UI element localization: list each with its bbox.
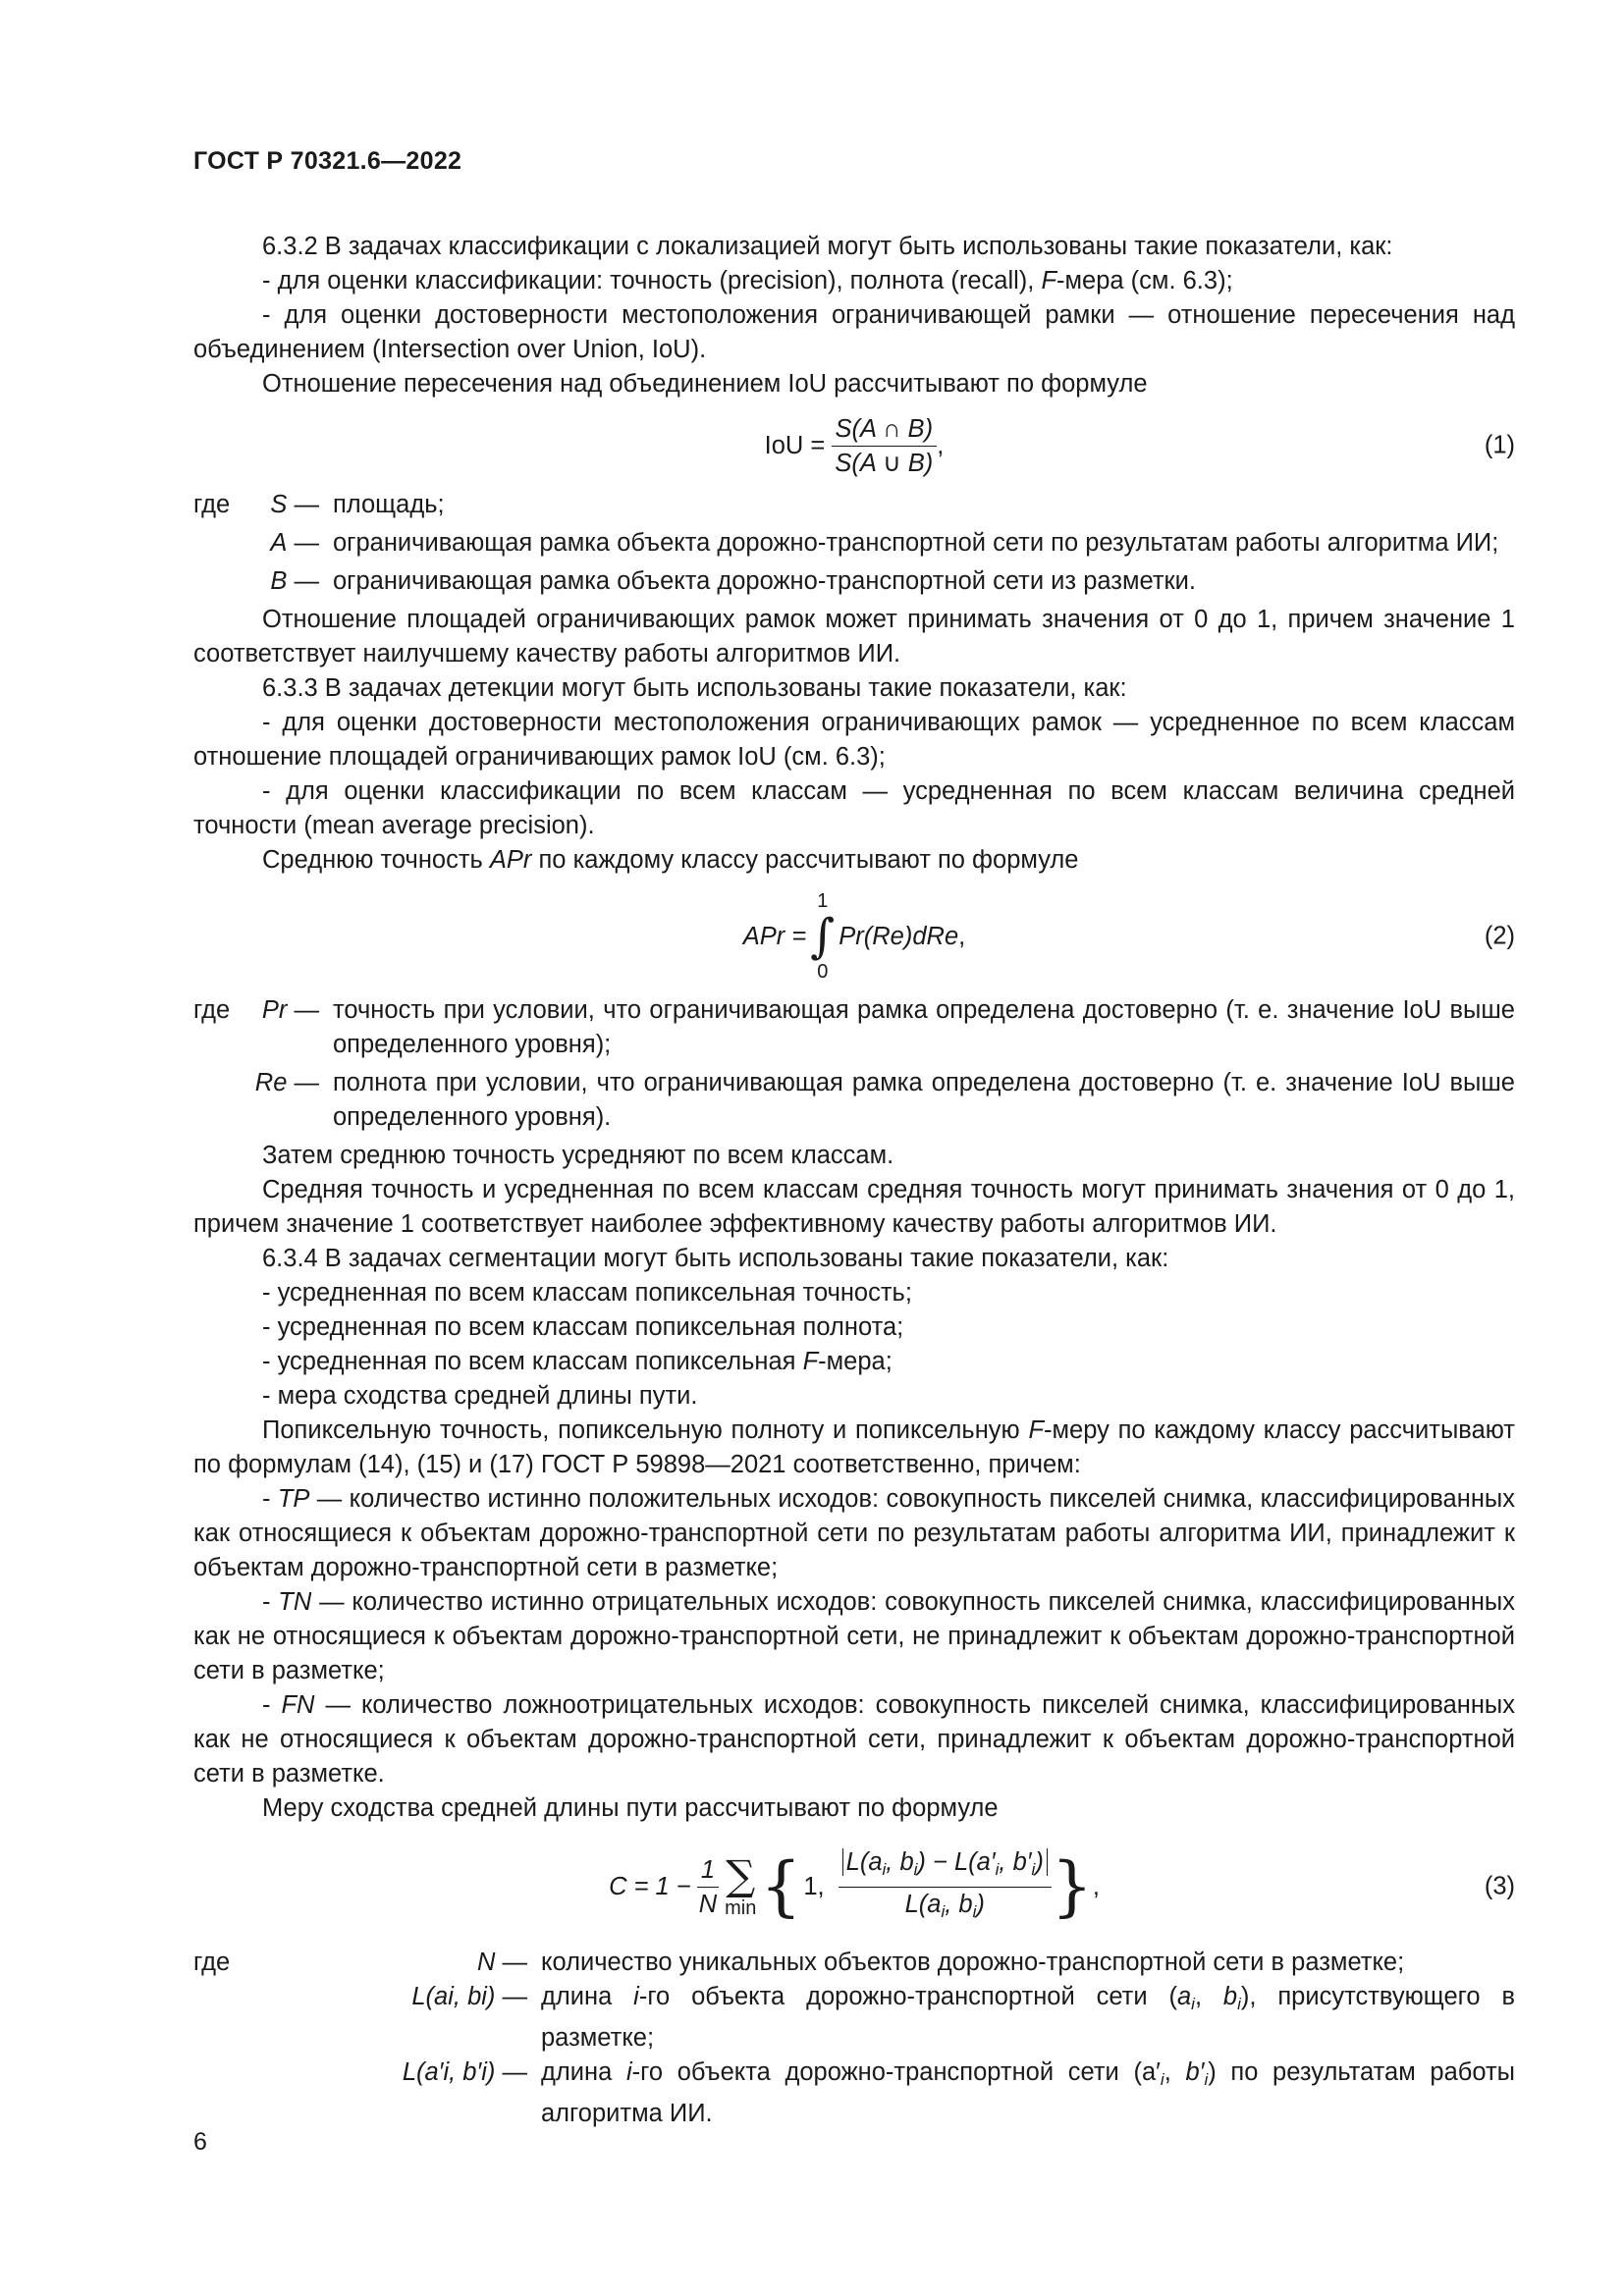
list-item: - TP — количество истинно положительных исходов: совокупность пикселей снимка, классифицированных как относящиеся к объектам дорожно-транспортной сети по результатам работы алгоритма ИИ, принадлежит к объектам дорожно-транспортной сети в разметке; <box>193 1485 1515 1581</box>
list-item: - для оценки достоверности местоположения ограничивающей рамки — отношение пересечения над объединением (Intersection over Union, IoU). <box>193 301 1515 363</box>
formula-fraction: $\frac{1}{N}$ <box>695 1853 721 1921</box>
page-content <box>193 230 1515 2131</box>
definition-term: A — <box>270 529 319 557</box>
formula-2 <box>193 887 1515 986</box>
list-item: - для оценки достоверности местоположения ограничивающих рамок — усредненное по всем классам отношение площадей ограничивающих рамок IoU (см. 6.3); <box>193 709 1515 771</box>
paragraph: Средняя точность и усредненная по всем классам средняя точность могут принимать значения от 0 до 1, причем значение 1 соответствует наиболее эффективному качеству работы алгоритмов ИИ. <box>193 1176 1515 1238</box>
sum-limit: min <box>725 1897 757 1919</box>
definition-term: где S — <box>193 491 319 518</box>
definition-text: ограничивающая рамка объекта дорожно-транспортной сети из разметки. <box>333 567 1196 595</box>
paragraph-6-3-3-intro: 6.3.3 В задачах детекции могут быть использованы такие показатели, как: <box>262 674 1127 702</box>
list-item: - для оценки классификации по всем классам — усредненная по всем классам величина средней точности (mean average precision). <box>193 777 1515 839</box>
formula-body: Pr(Re)dRe <box>839 922 959 950</box>
paragraph: Затем среднюю точность усредняют по всем классам. <box>262 1142 894 1169</box>
definition-list <box>193 1946 1515 2131</box>
integral-lower-limit: 0 <box>817 961 829 983</box>
left-brace: { <box>760 1848 802 1924</box>
formula-intro: Среднюю точность APr по каждому классу рассчитывают по формуле <box>262 846 1079 874</box>
definition-term: где N — <box>193 1949 527 1976</box>
integral-icon: ∫ <box>810 909 836 964</box>
formula-denominator: $L(a_i$, $b_i$) <box>904 1890 985 1921</box>
paragraph: Отношение площадей ограничивающих рамок может принимать значения от 0 до 1, причем значение 1 соответствует наилучшему качеству работы алгоритмов ИИ. <box>193 606 1515 667</box>
definition-term: где Pr — <box>193 996 319 1024</box>
formula-3 <box>193 1836 1515 1938</box>
definition-list <box>193 993 1515 1135</box>
list-item: - TN — количество истинно отрицательных исходов: совокупность пикселей снимка, классифицированных как не относящиеся к объектам дорожно-транспортной сети, не принадлежит к объектам дорожно-транспортной сети в разметке; <box>193 1588 1515 1684</box>
formula-number: (2) <box>1484 922 1515 950</box>
sum-operator <box>725 1851 757 1919</box>
definition-text: ограничивающая рамка объекта дорожно-транспортной сети по результатам работы алгоритма ИИ; <box>333 529 1499 557</box>
list-item: - усредненная по всем классам попиксельная полнота; <box>262 1313 904 1341</box>
formula-fraction <box>831 412 937 480</box>
definition-text: полнота при условии, что ограничивающая рамка определена достоверно (т. е. значение IoU выше определенного уровня). <box>333 1069 1515 1131</box>
formula-number: (3) <box>1484 1872 1515 1900</box>
formula-numerator: S(A ∩ B) <box>832 412 938 447</box>
document-header: ГОСТ Р 70321.6—2022 <box>193 147 462 175</box>
list-item: - для оценки классификации: точность (precision), полнота (recall), F-мера (см. 6.3); <box>262 267 1233 294</box>
formula-denominator: S(A ∪ B) <box>835 449 934 477</box>
sum-icon: ∑ <box>726 1851 756 1899</box>
formula-trail: , <box>958 922 966 950</box>
list-item: - мера сходства средней длины пути. <box>262 1382 698 1410</box>
formula-lhs: C = 1 − <box>609 1872 691 1900</box>
definition-term: B — <box>270 567 319 595</box>
integral-upper-limit: 1 <box>817 890 829 912</box>
formula-trail: , <box>937 431 945 459</box>
paragraph-6-3-2-intro: 6.3.2 В задачах классификации с локализацией могут быть использованы такие показатели, как: <box>262 233 1393 260</box>
integral-sign <box>810 889 835 984</box>
definition-text: точность при условии, что ограничивающая рамка определена достоверно (т. е. значение IoU выше определенного уровня); <box>333 996 1515 1058</box>
formula-lhs: IoU = <box>764 431 826 459</box>
definition-text: количество уникальных объектов дорожно-транспортной сети в разметке; <box>541 1949 1405 1976</box>
formula-number: (1) <box>1484 431 1515 459</box>
formula-intro: Меру сходства средней длины пути рассчитывают по формуле <box>262 1794 999 1822</box>
list-item: - FN — количество ложноотрицательных исходов: совокупность пикселей снимка, классифицированных как не относящиеся к объектам дорожно-транспортной сети, принадлежит к объектам дорожно-транспортной сети в разметке. <box>193 1691 1516 1788</box>
list-item: - усредненная по всем классам попиксельная точность; <box>262 1279 912 1307</box>
definition-term: Re — <box>254 1069 319 1096</box>
paragraph: Попиксельную точность, попиксельную полноту и попиксельную F-меру по каждому классу рассчитывают по формулам (14), (15) и (17) ГОСТ Р 59898—2021 соответственно, причем: <box>193 1416 1515 1478</box>
definition-text: площадь; <box>333 491 445 518</box>
formula-lhs: APr = <box>742 922 807 950</box>
right-brace: } <box>1051 1848 1093 1924</box>
paragraph-6-3-4-intro: 6.3.4 В задачах сегментации могут быть использованы такие показатели, как: <box>262 1245 1169 1272</box>
definition-term: L(ai, bi) — <box>411 1983 527 2010</box>
definition-text: длина i-го объекта дорожно-транспортной сети ($a_i$, $b_i$), присутствующего в разметке; <box>541 1983 1515 2052</box>
formula-trail: , <box>1092 1872 1100 1900</box>
formula-fraction <box>839 1845 1052 1929</box>
page-number: 6 <box>193 2128 207 2156</box>
formula-intro: Отношение пересечения над объединением IoU рассчитывают по формуле <box>262 370 1148 398</box>
definition-term: L(a′i, b′i) — <box>402 2058 527 2086</box>
formula-1 <box>193 411 1515 480</box>
list-item: - усредненная по всем классам попиксельная F-мера; <box>262 1348 893 1375</box>
formula-numerator: $L(a_i$, $b_i) - L(a'_i$, $b'_i$) <box>839 1845 1052 1888</box>
definition-text: длина i-го объекта дорожно-транспортной сети ($a'_i$, $b'_i$) по результатам работы алгоритма ИИ. <box>541 2058 1516 2127</box>
formula-first-arg: 1, <box>803 1872 825 1900</box>
definition-list <box>193 488 1515 599</box>
